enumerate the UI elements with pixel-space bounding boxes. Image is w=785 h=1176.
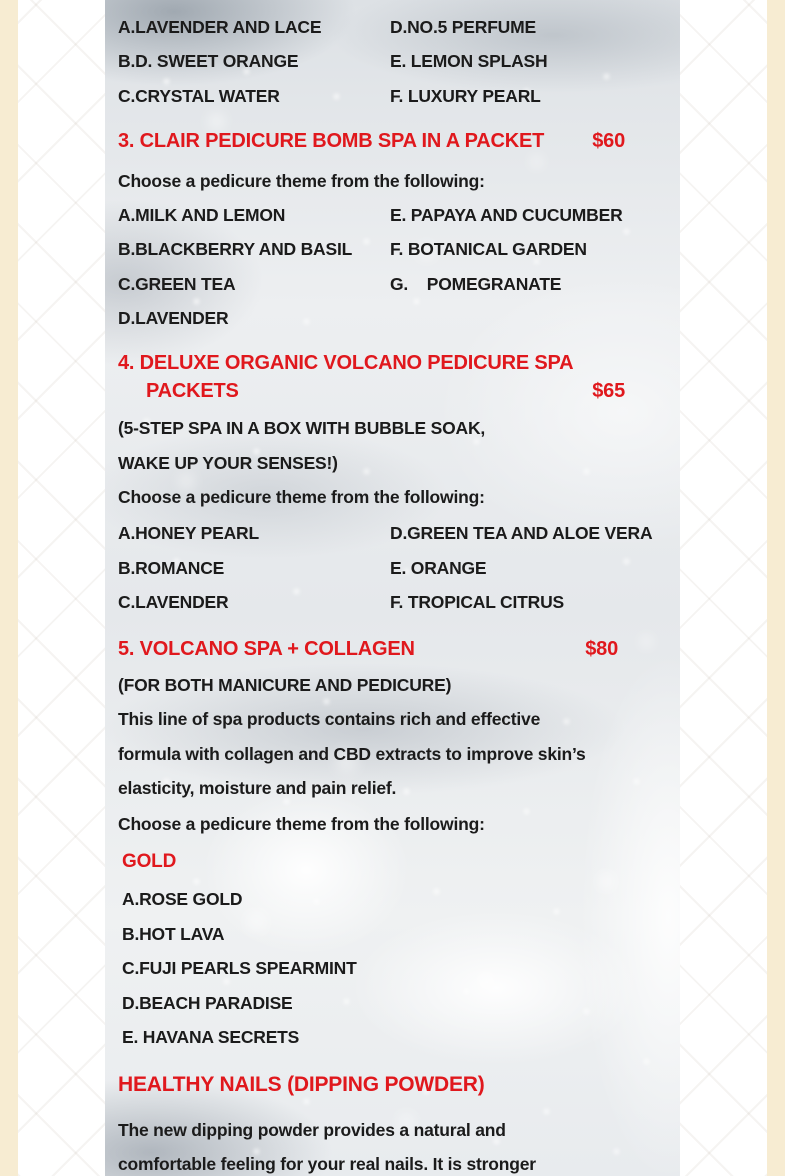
healthy-nails-description-line: The new dipping powder provides a natural and (118, 1119, 506, 1140)
list-row (118, 301, 670, 335)
gold-subheading: GOLD (122, 850, 177, 872)
section4-note-line1: (5-STEP SPA IN A BOX WITH BUBBLE SOAK, (118, 418, 486, 439)
list-item: B.D. SWEET ORANGE (118, 51, 299, 72)
list-item: F. BOTANICAL GARDEN (390, 239, 587, 260)
list-item: F. LUXURY PEARL (390, 85, 541, 106)
menu-content (105, 0, 680, 1176)
list-row (118, 44, 670, 78)
list-item: A.ROSE GOLD (122, 889, 243, 910)
list-item: D.BEACH PARADISE (122, 992, 293, 1013)
list-row (118, 10, 670, 44)
list-row (118, 267, 670, 301)
list-item: B.BLACKBERRY AND BASIL (118, 239, 353, 260)
list-item: A.LAVENDER AND LACE (118, 17, 322, 37)
list-item: D.NO.5 PERFUME (390, 17, 536, 37)
list-item: E. HAVANA SECRETS (122, 1026, 300, 1047)
spa-menu-image (105, 0, 680, 1176)
list-row (118, 551, 670, 585)
section5-description-line: formula with collagen and CBD extracts to improve skin’s (118, 743, 586, 764)
list-item: E. PAPAYA AND CUCUMBER (390, 204, 623, 225)
healthy-nails-heading (118, 1068, 670, 1102)
section5-heading (118, 632, 670, 666)
list-item: C.CRYSTAL WATER (118, 85, 280, 106)
list-item: A.HONEY PEARL (118, 523, 259, 544)
section4-title-continued: PACKETS (146, 379, 239, 402)
list-item: C.FUJI PEARLS SPEARMINT (122, 958, 357, 979)
healthy-nails-description-line: comfortable feeling for your real nails. It is stronger (118, 1154, 536, 1175)
list-item: C.GREEN TEA (118, 273, 236, 294)
section3-title: 3. CLAIR PEDICURE BOMB SPA IN A PACKET (118, 130, 545, 153)
section4-price: $65 (592, 379, 625, 402)
section4-note-line2: WAKE UP YOUR SENSES!) (118, 452, 338, 473)
section5-price: $80 (585, 637, 618, 660)
healthy-nails-title: HEALTHY NAILS (DIPPING POWDER) (118, 1073, 485, 1097)
list-item: G. POMEGRANATE (390, 273, 562, 294)
list-item: E. ORANGE (390, 557, 487, 578)
section3-price: $60 (592, 130, 625, 153)
section4-intro: Choose a pedicure theme from the following: (118, 487, 485, 508)
section5-description-line: elasticity, moisture and pain relief. (118, 778, 397, 799)
list-row (118, 516, 670, 550)
section5-description-line: This line of spa products contains rich and effective (118, 709, 541, 730)
list-item: B.ROMANCE (118, 557, 225, 578)
intro-line-cropped (118, 0, 670, 10)
list-item: D.GREEN TEA AND ALOE VERA (390, 523, 653, 544)
list-row (118, 79, 670, 113)
list-item: C.LAVENDER (118, 592, 229, 613)
section4-title: 4. DELUXE ORGANIC VOLCANO PEDICURE SPA (118, 351, 574, 374)
list-row (118, 232, 670, 266)
section3-heading (118, 124, 670, 158)
list-item: E. LEMON SPLASH (390, 51, 548, 72)
section5-intro: Choose a pedicure theme from the following: (118, 813, 485, 834)
section5-note: (FOR BOTH MANICURE AND PEDICURE) (118, 675, 452, 696)
list-item: B.HOT LAVA (122, 923, 225, 944)
list-item: F. TROPICAL CITRUS (390, 592, 564, 613)
list-item (390, 301, 670, 335)
list-item: A.MILK AND LEMON (118, 204, 286, 225)
list-item: D.LAVENDER (118, 308, 229, 329)
list-row (118, 585, 670, 619)
section5-title: 5. VOLCANO SPA + COLLAGEN (118, 637, 415, 660)
list-row (118, 198, 670, 232)
section3-intro: Choose a pedicure theme from the following: (118, 170, 485, 191)
gold-subsection (122, 845, 670, 1054)
